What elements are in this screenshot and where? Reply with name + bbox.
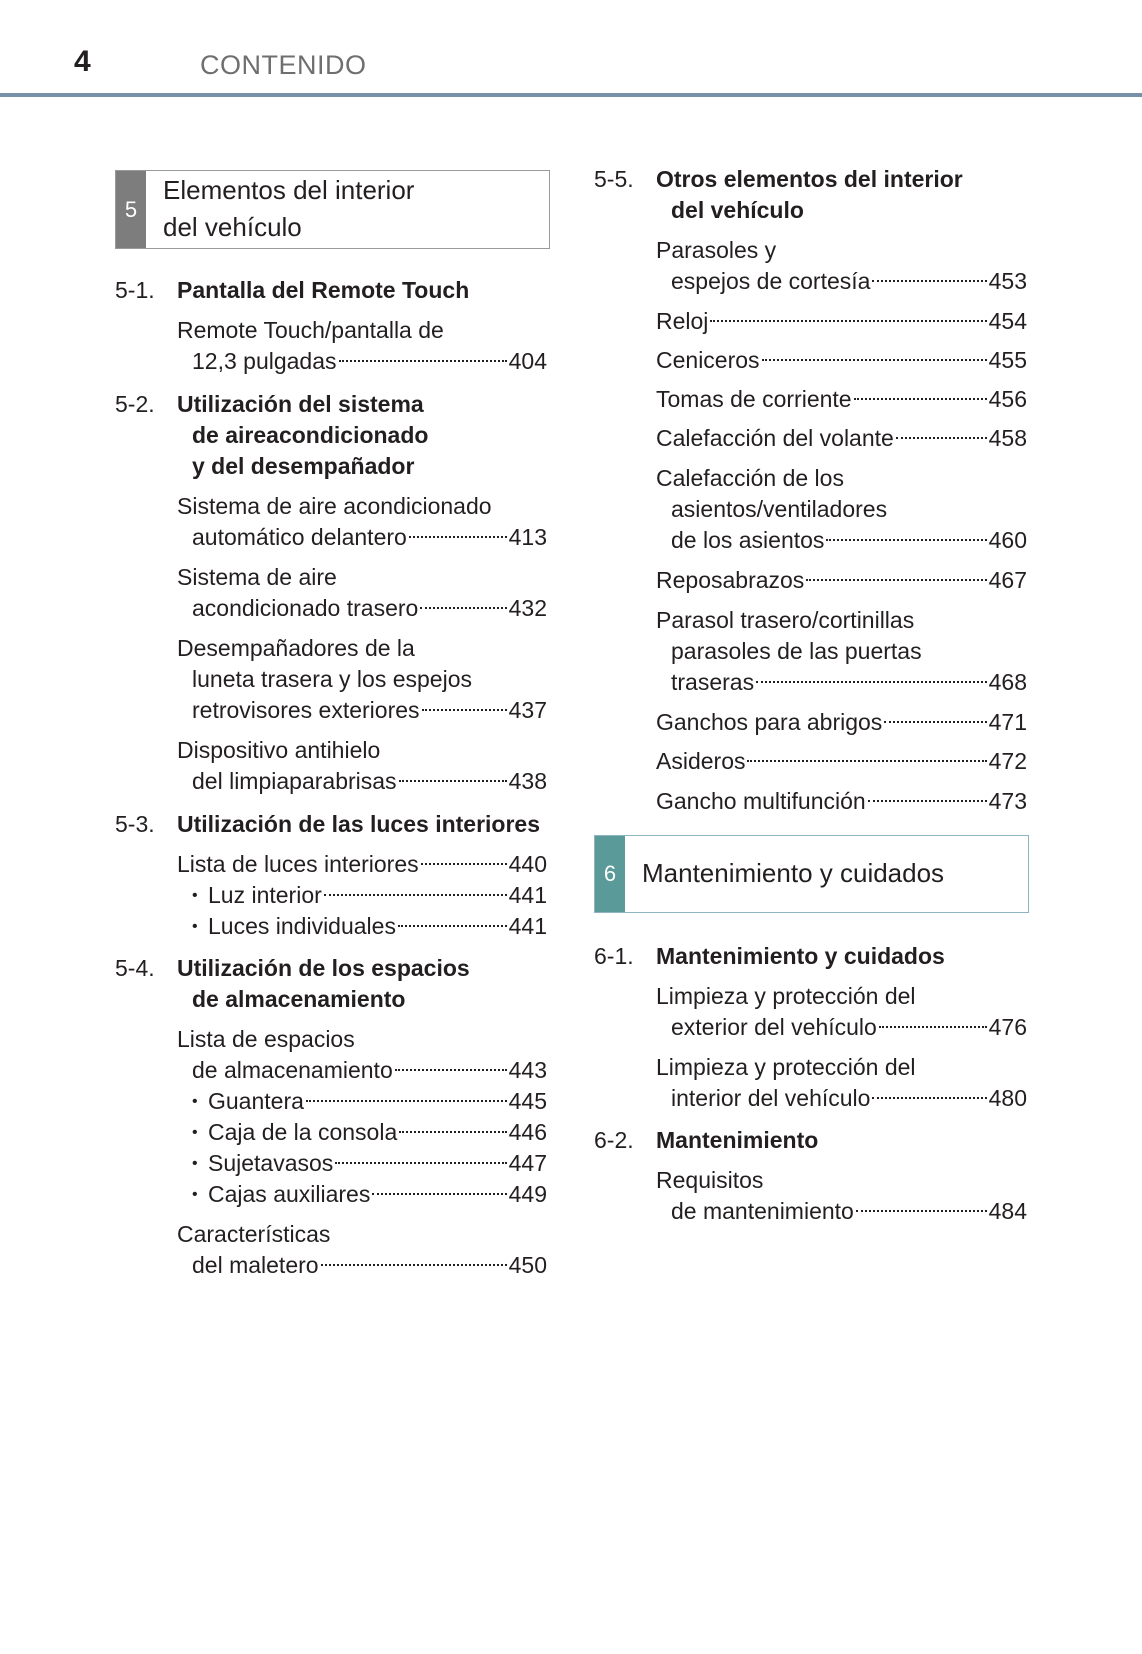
page-ref: 456 [988,386,1027,412]
toc-entry-line: Requisitos [656,1167,764,1193]
toc-entry-text: acondicionado trasero [192,595,419,621]
section-number: 5-2. [115,391,155,417]
page-ref: 438 [508,768,547,794]
dot-leader [762,359,987,361]
dot-leader [421,863,507,865]
page-ref: 454 [988,308,1027,334]
dot-leader [395,1069,507,1071]
section-title: Pantalla del Remote Touch [177,277,470,303]
toc-entry-text: Ganchos para abrigos [656,709,883,735]
toc-entry[interactable] [177,849,547,880]
dot-leader [335,1162,506,1164]
page-ref: 467 [988,567,1027,593]
section-number: 5-4. [115,955,155,981]
page-ref: 437 [508,697,547,723]
running-header: CONTENIDO [200,50,367,80]
section-number: 6-2. [594,1127,634,1153]
page-ref: 468 [988,669,1027,695]
section-number: 6-1. [594,943,634,969]
page-ref: 472 [988,748,1027,774]
toc-entry-line: Lista de espacios [177,1026,355,1052]
toc-entry-bullet[interactable] [192,911,547,942]
toc-entry-bullet[interactable] [192,1179,547,1210]
toc-entry-text: automático delantero [192,524,407,550]
toc-entry-text: • Guantera [192,1086,304,1120]
toc-entry-text: 12,3 pulgadas [192,348,337,374]
toc-entry[interactable] [656,746,1027,777]
page-ref: 443 [508,1057,547,1083]
chapter-6-box [594,835,1029,913]
toc-entry-text: Tomas de corriente [656,386,852,412]
dot-leader [339,360,507,362]
chapter-5-title-line2: del vehículo [163,212,302,242]
section-number: 5-1. [115,277,155,303]
dot-leader [856,1210,987,1212]
dot-leader [854,398,987,400]
dot-leader [806,579,986,581]
toc-entry-text: • Caja de la consola [192,1117,397,1151]
chapter-6-tab: 6 [595,836,625,912]
toc-entry-text: Asideros [656,748,746,774]
toc-entry-bullet[interactable] [192,1117,547,1148]
toc-entry-line: Desempañadores de la [177,635,415,661]
dot-leader [399,780,507,782]
dot-leader [420,607,506,609]
page-ref: 440 [508,851,547,877]
toc-entry[interactable] [656,345,1027,376]
dot-leader [826,539,986,541]
toc-entry-text: Calefacción del volante [656,425,894,451]
toc-entry-text: Lista de luces interiores [177,851,419,877]
toc-entry-text: espejos de cortesía [671,268,871,294]
toc-entry[interactable] [192,766,547,797]
toc-entry-text: • Luces individuales [192,911,396,945]
header-rule [0,93,1142,97]
dot-leader [879,1026,987,1028]
toc-entry-text: • Sujetavasos [192,1148,333,1182]
dot-leader [710,320,986,322]
toc-entry-bullet[interactable] [192,880,547,911]
section-title: Mantenimiento y cuidados [656,943,945,969]
toc-entry[interactable] [656,565,1027,596]
page-ref: 413 [508,524,547,550]
toc-entry[interactable] [656,384,1027,415]
dot-leader [409,536,507,538]
toc-entry-text: de los asientos [671,527,825,553]
page-ref: 460 [988,527,1027,553]
toc-entry-line: Remote Touch/pantalla de [177,317,444,343]
toc-entry-line: Limpieza y protección del [656,983,916,1009]
section-title: Utilización de las luces interiores [177,811,541,837]
toc-entry[interactable] [192,346,547,377]
toc-entry-bullet[interactable] [192,1086,547,1117]
toc-entry-line: Parasoles y [656,237,777,263]
toc-entry-text: Ceniceros [656,347,760,373]
page-ref: 404 [508,348,547,374]
toc-entry[interactable] [671,525,1027,556]
toc-entry-text: de almacenamiento [192,1057,393,1083]
section-title: Utilización de los espacios [177,955,470,981]
toc-entry[interactable] [656,707,1027,738]
toc-entry-text: Reloj [656,308,709,334]
toc-entry[interactable] [671,1196,1027,1227]
chapter-5-title-line1: Elementos del interior [163,175,415,205]
dot-leader [306,1100,507,1102]
section-title: Otros elementos del interior [656,166,963,192]
toc-entry[interactable] [671,667,1027,698]
toc-entry-line: Dispositivo antihielo [177,737,381,763]
toc-entry-text: • Cajas auxiliares [192,1179,370,1213]
page-ref: 441 [508,913,547,939]
toc-entry-line: Sistema de aire [177,564,337,590]
page-ref: 476 [988,1014,1027,1040]
page-ref: 471 [988,709,1027,735]
toc-entry-text: del limpiaparabrisas [192,768,397,794]
page-ref: 480 [988,1085,1027,1111]
toc-entry[interactable] [671,266,1027,297]
toc-entry-line: parasoles de las puertas [671,638,922,664]
toc-entry-text: de mantenimiento [671,1198,854,1224]
toc-entry[interactable] [656,786,1027,817]
toc-entry-text: exterior del vehículo [671,1014,877,1040]
toc-entry-line: asientos/ventiladores [671,496,888,522]
toc-entry-line: Sistema de aire acondicionado [177,493,492,519]
toc-entry[interactable] [671,1083,1027,1114]
page-ref: 450 [508,1252,547,1278]
toc-entry-line: luneta trasera y los espejos [192,666,472,692]
section-number: 5-3. [115,811,155,837]
toc-entry[interactable] [671,1012,1027,1043]
toc-entry-text: interior del vehículo [671,1085,871,1111]
page-ref: 453 [988,268,1027,294]
toc-entry[interactable] [192,695,547,726]
toc-entry-text: Gancho multifunción [656,788,866,814]
toc-entry-text: del maletero [192,1252,319,1278]
page-ref: 449 [508,1181,547,1207]
page-ref: 447 [508,1150,547,1176]
chapter-5-box [115,170,550,249]
section-title: Mantenimiento [656,1127,819,1153]
dot-leader [422,709,507,711]
section-number: 5-5. [594,166,634,192]
toc-entry-line: Características [177,1221,331,1247]
dot-leader [756,681,987,683]
chapter-5-tab: 5 [116,171,146,248]
page-ref: 446 [508,1119,547,1145]
dot-leader [324,894,507,896]
toc-entry-line: Parasol trasero/cortinillas [656,607,915,633]
toc-entry-text: traseras [671,669,755,695]
dot-leader [372,1193,506,1195]
toc-entry-text: Reposabrazos [656,567,805,593]
toc-entry[interactable] [656,423,1027,454]
dot-leader [398,925,507,927]
page-ref: 458 [988,425,1027,451]
toc-entry-text: retrovisores exteriores [192,697,420,723]
toc-entry-bullet[interactable] [192,1148,547,1179]
dot-leader [868,800,987,802]
dot-leader [872,280,986,282]
page-ref: 455 [988,347,1027,373]
toc-entry[interactable] [192,1055,547,1086]
page-ref: 441 [508,882,547,908]
dot-leader [884,721,986,723]
toc-entry[interactable] [656,306,1027,337]
dot-leader [872,1097,986,1099]
toc-entry-line: Limpieza y protección del [656,1054,916,1080]
toc-entry-line: Calefacción de los [656,465,844,491]
dot-leader [747,760,986,762]
dot-leader [896,437,987,439]
chapter-6-title: Mantenimiento y cuidados [642,858,945,888]
toc-entry-text: • Luz interior [192,880,322,914]
toc-entry[interactable] [192,593,547,624]
toc-entry[interactable] [192,1250,547,1281]
page-ref: 473 [988,788,1027,814]
toc-entry[interactable] [192,522,547,553]
page-ref: 432 [508,595,547,621]
page-number: 4 [74,45,91,78]
section-title: Utilización del sistema [177,391,424,417]
page-ref: 445 [508,1088,547,1114]
page-ref: 484 [988,1198,1027,1224]
dot-leader [321,1264,507,1266]
dot-leader [399,1131,506,1133]
